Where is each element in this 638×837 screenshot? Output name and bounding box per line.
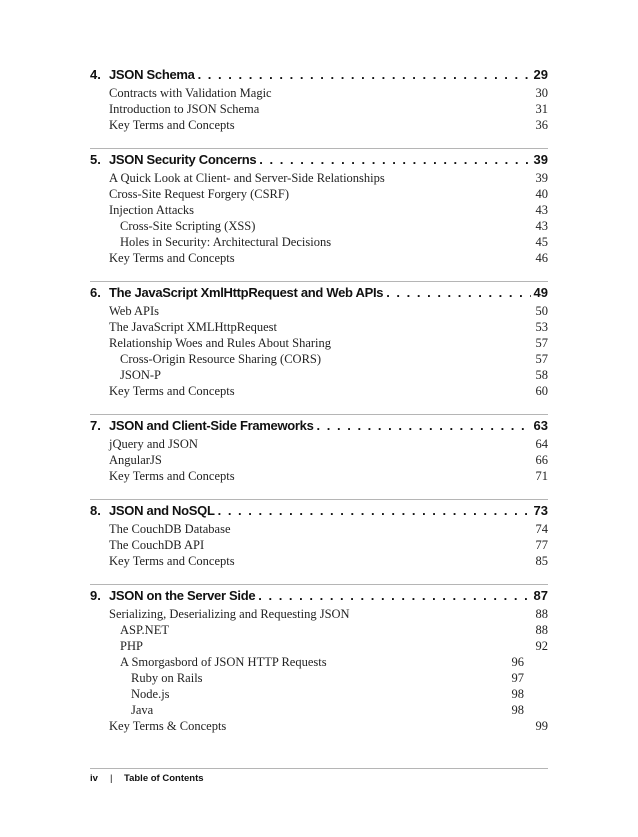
dot-leader bbox=[259, 150, 530, 170]
entry-title: Key Terms and Concepts bbox=[109, 251, 235, 265]
toc-chapter bbox=[90, 148, 548, 266]
chapter-title: JSON on the Server Side bbox=[109, 588, 256, 603]
entry-page-number: 43 bbox=[535, 203, 548, 217]
page-folio: iv bbox=[90, 773, 98, 784]
entry-title: Node.js bbox=[131, 687, 170, 701]
entry-title: The JavaScript XMLHttpRequest bbox=[109, 320, 278, 334]
chapter-title: JSON and NoSQL bbox=[109, 503, 215, 518]
dot-leader bbox=[386, 283, 530, 303]
chapter-number: 4. bbox=[90, 67, 101, 82]
chapter-page-number: 49 bbox=[533, 285, 548, 300]
chapter-title: JSON and Client-Side Frameworks bbox=[109, 418, 314, 433]
toc-entry[interactable] bbox=[90, 234, 548, 250]
toc-entry[interactable] bbox=[90, 170, 548, 186]
dot-leader bbox=[317, 416, 531, 436]
chapter-page-number: 73 bbox=[533, 503, 548, 518]
entry-title: Ruby on Rails bbox=[131, 671, 203, 685]
entry-page-number: 40 bbox=[535, 187, 548, 201]
toc-entry[interactable] bbox=[90, 606, 548, 622]
footer-separator: | bbox=[110, 773, 113, 784]
entry-title: Key Terms & Concepts bbox=[109, 719, 227, 733]
chapter-number: 7. bbox=[90, 418, 101, 433]
entry-title: Introduction to JSON Schema bbox=[109, 102, 260, 116]
entry-title: AngularJS bbox=[109, 453, 162, 467]
chapter-page-number: 63 bbox=[533, 418, 548, 433]
dot-leader bbox=[198, 65, 531, 85]
entry-title: A Smorgasbord of JSON HTTP Requests bbox=[120, 655, 327, 669]
toc-entry[interactable] bbox=[90, 452, 548, 468]
toc-entry[interactable] bbox=[90, 85, 548, 101]
toc-chapter bbox=[90, 499, 548, 569]
toc-entry[interactable] bbox=[90, 101, 548, 117]
entry-title: Contracts with Validation Magic bbox=[109, 86, 272, 100]
toc-entry[interactable] bbox=[90, 718, 548, 734]
entry-title: Injection Attacks bbox=[109, 203, 195, 217]
entry-title: The CouchDB API bbox=[109, 538, 205, 552]
entry-page-number: 58 bbox=[535, 368, 548, 382]
entry-title: Key Terms and Concepts bbox=[109, 118, 235, 132]
toc-entry[interactable] bbox=[90, 250, 548, 266]
toc-entry[interactable] bbox=[90, 351, 548, 367]
toc-entry[interactable] bbox=[90, 436, 548, 452]
toc-entry[interactable] bbox=[90, 670, 548, 686]
entry-title: Holes in Security: Architectural Decisions bbox=[120, 235, 332, 249]
entry-title: PHP bbox=[120, 639, 143, 653]
toc-entry[interactable] bbox=[90, 553, 548, 569]
entry-title: The CouchDB Database bbox=[109, 522, 231, 536]
entry-title: Key Terms and Concepts bbox=[109, 554, 235, 568]
toc-entry[interactable] bbox=[90, 638, 548, 654]
entry-page-number: 88 bbox=[535, 607, 548, 621]
entry-page-number: 97 bbox=[511, 671, 524, 685]
chapter-number: 6. bbox=[90, 285, 101, 300]
entry-title: Cross-Site Scripting (XSS) bbox=[120, 219, 256, 233]
entry-page-number: 85 bbox=[535, 554, 548, 568]
dot-leader bbox=[258, 586, 530, 606]
toc-entry[interactable] bbox=[90, 335, 548, 351]
chapter-number: 8. bbox=[90, 503, 101, 518]
chapter-title: JSON Schema bbox=[109, 67, 195, 82]
entry-page-number: 30 bbox=[535, 86, 548, 100]
entry-title: Web APIs bbox=[109, 304, 160, 318]
dot-leader bbox=[218, 501, 531, 521]
toc-entry[interactable] bbox=[90, 622, 548, 638]
table-of-contents bbox=[90, 64, 548, 749]
entry-page-number: 31 bbox=[535, 102, 548, 116]
chapter-title: JSON Security Concerns bbox=[109, 152, 257, 167]
entry-page-number: 43 bbox=[535, 219, 548, 233]
entry-title: jQuery and JSON bbox=[109, 437, 198, 451]
entry-page-number: 39 bbox=[535, 171, 548, 185]
chapter-heading[interactable] bbox=[90, 499, 548, 521]
chapter-page-number: 87 bbox=[533, 588, 548, 603]
toc-entry[interactable] bbox=[90, 202, 548, 218]
entry-title: ASP.NET bbox=[120, 623, 169, 637]
entry-page-number: 57 bbox=[535, 336, 548, 350]
entry-title: Relationship Woes and Rules About Sharing bbox=[109, 336, 332, 350]
entry-page-number: 45 bbox=[535, 235, 548, 249]
toc-chapter bbox=[90, 414, 548, 484]
toc-entry[interactable] bbox=[90, 521, 548, 537]
entry-page-number: 36 bbox=[535, 118, 548, 132]
toc-entry[interactable] bbox=[90, 702, 548, 718]
entry-title: JSON-P bbox=[120, 368, 161, 382]
toc-entry[interactable] bbox=[90, 686, 548, 702]
entry-page-number: 57 bbox=[535, 352, 548, 366]
entry-title: Serializing, Deserializing and Requesting JSON bbox=[109, 607, 350, 621]
entry-title: Cross-Site Request Forgery (CSRF) bbox=[109, 187, 289, 201]
toc-entry[interactable] bbox=[90, 537, 548, 553]
toc-chapter bbox=[90, 64, 548, 133]
toc-entry[interactable] bbox=[90, 367, 548, 383]
entry-title: Cross-Origin Resource Sharing (CORS) bbox=[120, 352, 322, 366]
chapter-title: The JavaScript XmlHttpRequest and Web APIs bbox=[109, 285, 384, 300]
toc-entry[interactable] bbox=[90, 468, 548, 484]
chapter-heading[interactable] bbox=[90, 281, 548, 303]
entry-title: A Quick Look at Client- and Server-Side Relationships bbox=[109, 171, 385, 185]
chapter-page-number: 39 bbox=[533, 152, 548, 167]
entry-title: Key Terms and Concepts bbox=[109, 469, 235, 483]
chapter-number: 9. bbox=[90, 588, 101, 603]
running-footer-title: Table of Contents bbox=[124, 773, 204, 784]
entry-page-number: 96 bbox=[511, 655, 524, 669]
toc-entry[interactable] bbox=[90, 654, 548, 670]
chapter-heading[interactable] bbox=[90, 584, 548, 606]
toc-entry[interactable] bbox=[90, 117, 548, 133]
entry-page-number: 50 bbox=[535, 304, 548, 318]
chapter-page-number: 29 bbox=[533, 67, 548, 82]
chapter-heading[interactable] bbox=[90, 64, 548, 85]
chapter-heading[interactable] bbox=[90, 148, 548, 170]
entry-page-number: 99 bbox=[535, 719, 548, 733]
entry-page-number: 98 bbox=[511, 703, 524, 717]
entry-page-number: 92 bbox=[535, 639, 548, 653]
toc-chapter bbox=[90, 584, 548, 734]
toc-chapter bbox=[90, 281, 548, 399]
entry-page-number: 60 bbox=[535, 384, 548, 398]
entry-page-number: 88 bbox=[535, 623, 548, 637]
entry-title: Java bbox=[131, 703, 154, 717]
entry-page-number: 74 bbox=[535, 522, 548, 536]
entry-page-number: 77 bbox=[535, 538, 548, 552]
entry-page-number: 71 bbox=[535, 469, 548, 483]
entry-page-number: 64 bbox=[535, 437, 548, 451]
chapter-number: 5. bbox=[90, 152, 101, 167]
entry-page-number: 98 bbox=[511, 687, 524, 701]
chapter-heading[interactable] bbox=[90, 414, 548, 436]
toc-entry[interactable] bbox=[90, 319, 548, 335]
toc-entry[interactable] bbox=[90, 303, 548, 319]
toc-entry[interactable] bbox=[90, 218, 548, 234]
toc-entry[interactable] bbox=[90, 383, 548, 399]
entry-title: Key Terms and Concepts bbox=[109, 384, 235, 398]
page-footer bbox=[90, 768, 548, 784]
entry-page-number: 46 bbox=[535, 251, 548, 265]
toc-entry[interactable] bbox=[90, 186, 548, 202]
entry-page-number: 66 bbox=[535, 453, 548, 467]
entry-page-number: 53 bbox=[535, 320, 548, 334]
